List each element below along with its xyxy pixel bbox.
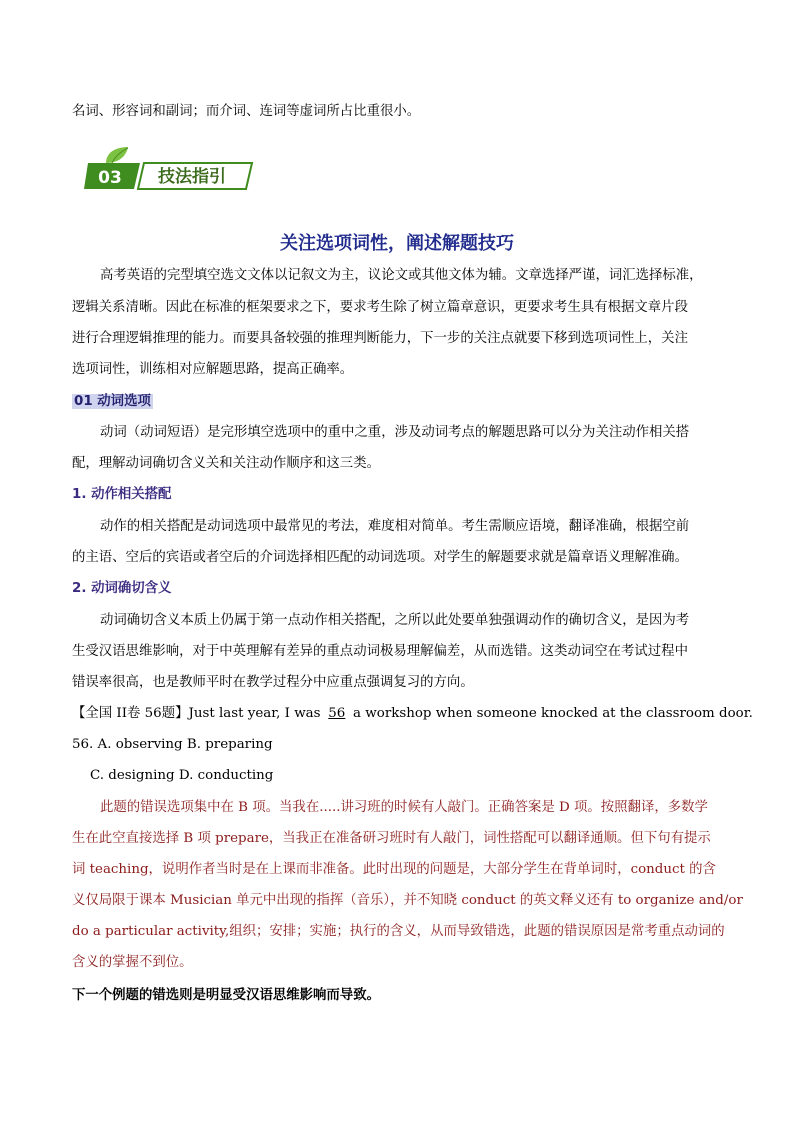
section-banner bbox=[84, 145, 256, 191]
example-source: 【全国 II卷 56题】 bbox=[72, 706, 189, 721]
example-blank: 56 bbox=[328, 706, 346, 721]
para4-line: 错误率很高，也是教师平时在教学过程分中应重点强调复习的方向。 bbox=[72, 675, 474, 690]
para5-line: 生在此空直接选择 B 项 prepare，当我正在准备研习班时有人敲门，词性搭配可以翻译通顺。但下句有提示 bbox=[72, 831, 711, 846]
para5-line: do a particular activity,组织；安排；实施；执行的含义，从而导致错选，此题的错误原因是常考重点动词的 bbox=[72, 924, 725, 939]
para1-line: 进行合理逻辑推理的能力。而要具备较强的推理判断能力，下一步的关注点就要下移到选项词性上，关注 bbox=[72, 331, 688, 346]
para2-line: 动词（动词短语）是完形填空选项中的重中之重，涉及动词考点的解题思路可以分为关注动作相关搭 bbox=[100, 425, 690, 440]
example-question bbox=[72, 705, 753, 723]
para5-line: 此题的错误选项集中在 B 项。当我在.....讲习班的时候有人敲门。正确答案是 D 项。按照翻译，多数学 bbox=[100, 800, 708, 815]
subheading-01 bbox=[72, 393, 722, 411]
section-number: 03 bbox=[98, 168, 122, 188]
heading-1: 1. 动作相关搭配 bbox=[72, 487, 172, 502]
example-options-line2: C. designing D. conducting bbox=[90, 768, 274, 783]
para1-line: 高考英语的完型填空选文文体以记叙文为主，议论文或其他文体为辅。文章选择严谨，词汇选择标准， bbox=[100, 268, 703, 283]
para4-line: 动词确切含义本质上仍属于第一点动作相关搭配，之所以此处要单独强调动作的确切含义，是因为考 bbox=[100, 613, 690, 628]
para5-line: 含义的掌握不到位。 bbox=[72, 955, 193, 970]
example-text-after: a workshop when someone knocked at the classroom door. bbox=[348, 706, 753, 721]
example-text-before: Just last year, I was bbox=[188, 706, 325, 721]
para4-line: 生受汉语思维影响，对于中英理解有差异的重点动词极易理解偏差，从而选错。这类动词空在考试过程中 bbox=[72, 644, 688, 659]
para1-line: 选项词性，训练相对应解题思路，提高正确率。 bbox=[72, 362, 354, 377]
para3-line: 的主语、空后的宾语或者空后的介词选择相匹配的动词选项。对学生的解题要求就是篇章语义理解准确。 bbox=[72, 550, 688, 565]
para5-line: 词 teaching，说明作者当时是在上课而非准备。此时出现的问题是，大部分学生在背单词时，conduct 的含 bbox=[72, 862, 716, 877]
example-options-line1: 56. A. observing B. preparing bbox=[72, 737, 273, 752]
para5-line: 义仅局限于课本 Musician 单元中出现的指挥（音乐），并不知晓 conduct 的英文释义还有 to organize and/or bbox=[72, 893, 743, 908]
intro-tail-text: 名词、形容词和副词；而介词、连词等虚词所占比重很小。 bbox=[72, 104, 421, 119]
page-title: 关注选项词性，阐述解题技巧 bbox=[280, 233, 514, 254]
para2-line: 配，理解动词确切含义关和关注动作顺序和这三类。 bbox=[72, 456, 380, 471]
closing-text: 下一个例题的错选则是明显受汉语思维影响而导致。 bbox=[72, 987, 380, 1003]
heading-2: 2. 动词确切含义 bbox=[72, 581, 172, 596]
subheading-01-label: 01 动词选项 bbox=[74, 394, 151, 409]
para3-line: 动作的相关搭配是动词选项中最常见的考法，难度相对简单。考生需顺应语境，翻译准确，根据空前 bbox=[100, 519, 690, 534]
section-label: 技法指引 bbox=[158, 167, 226, 187]
para1-line: 逻辑关系清晰。因此在标准的框架要求之下，要求考生除了树立篇章意识，更要求考生具有根据文章片段 bbox=[72, 300, 688, 315]
